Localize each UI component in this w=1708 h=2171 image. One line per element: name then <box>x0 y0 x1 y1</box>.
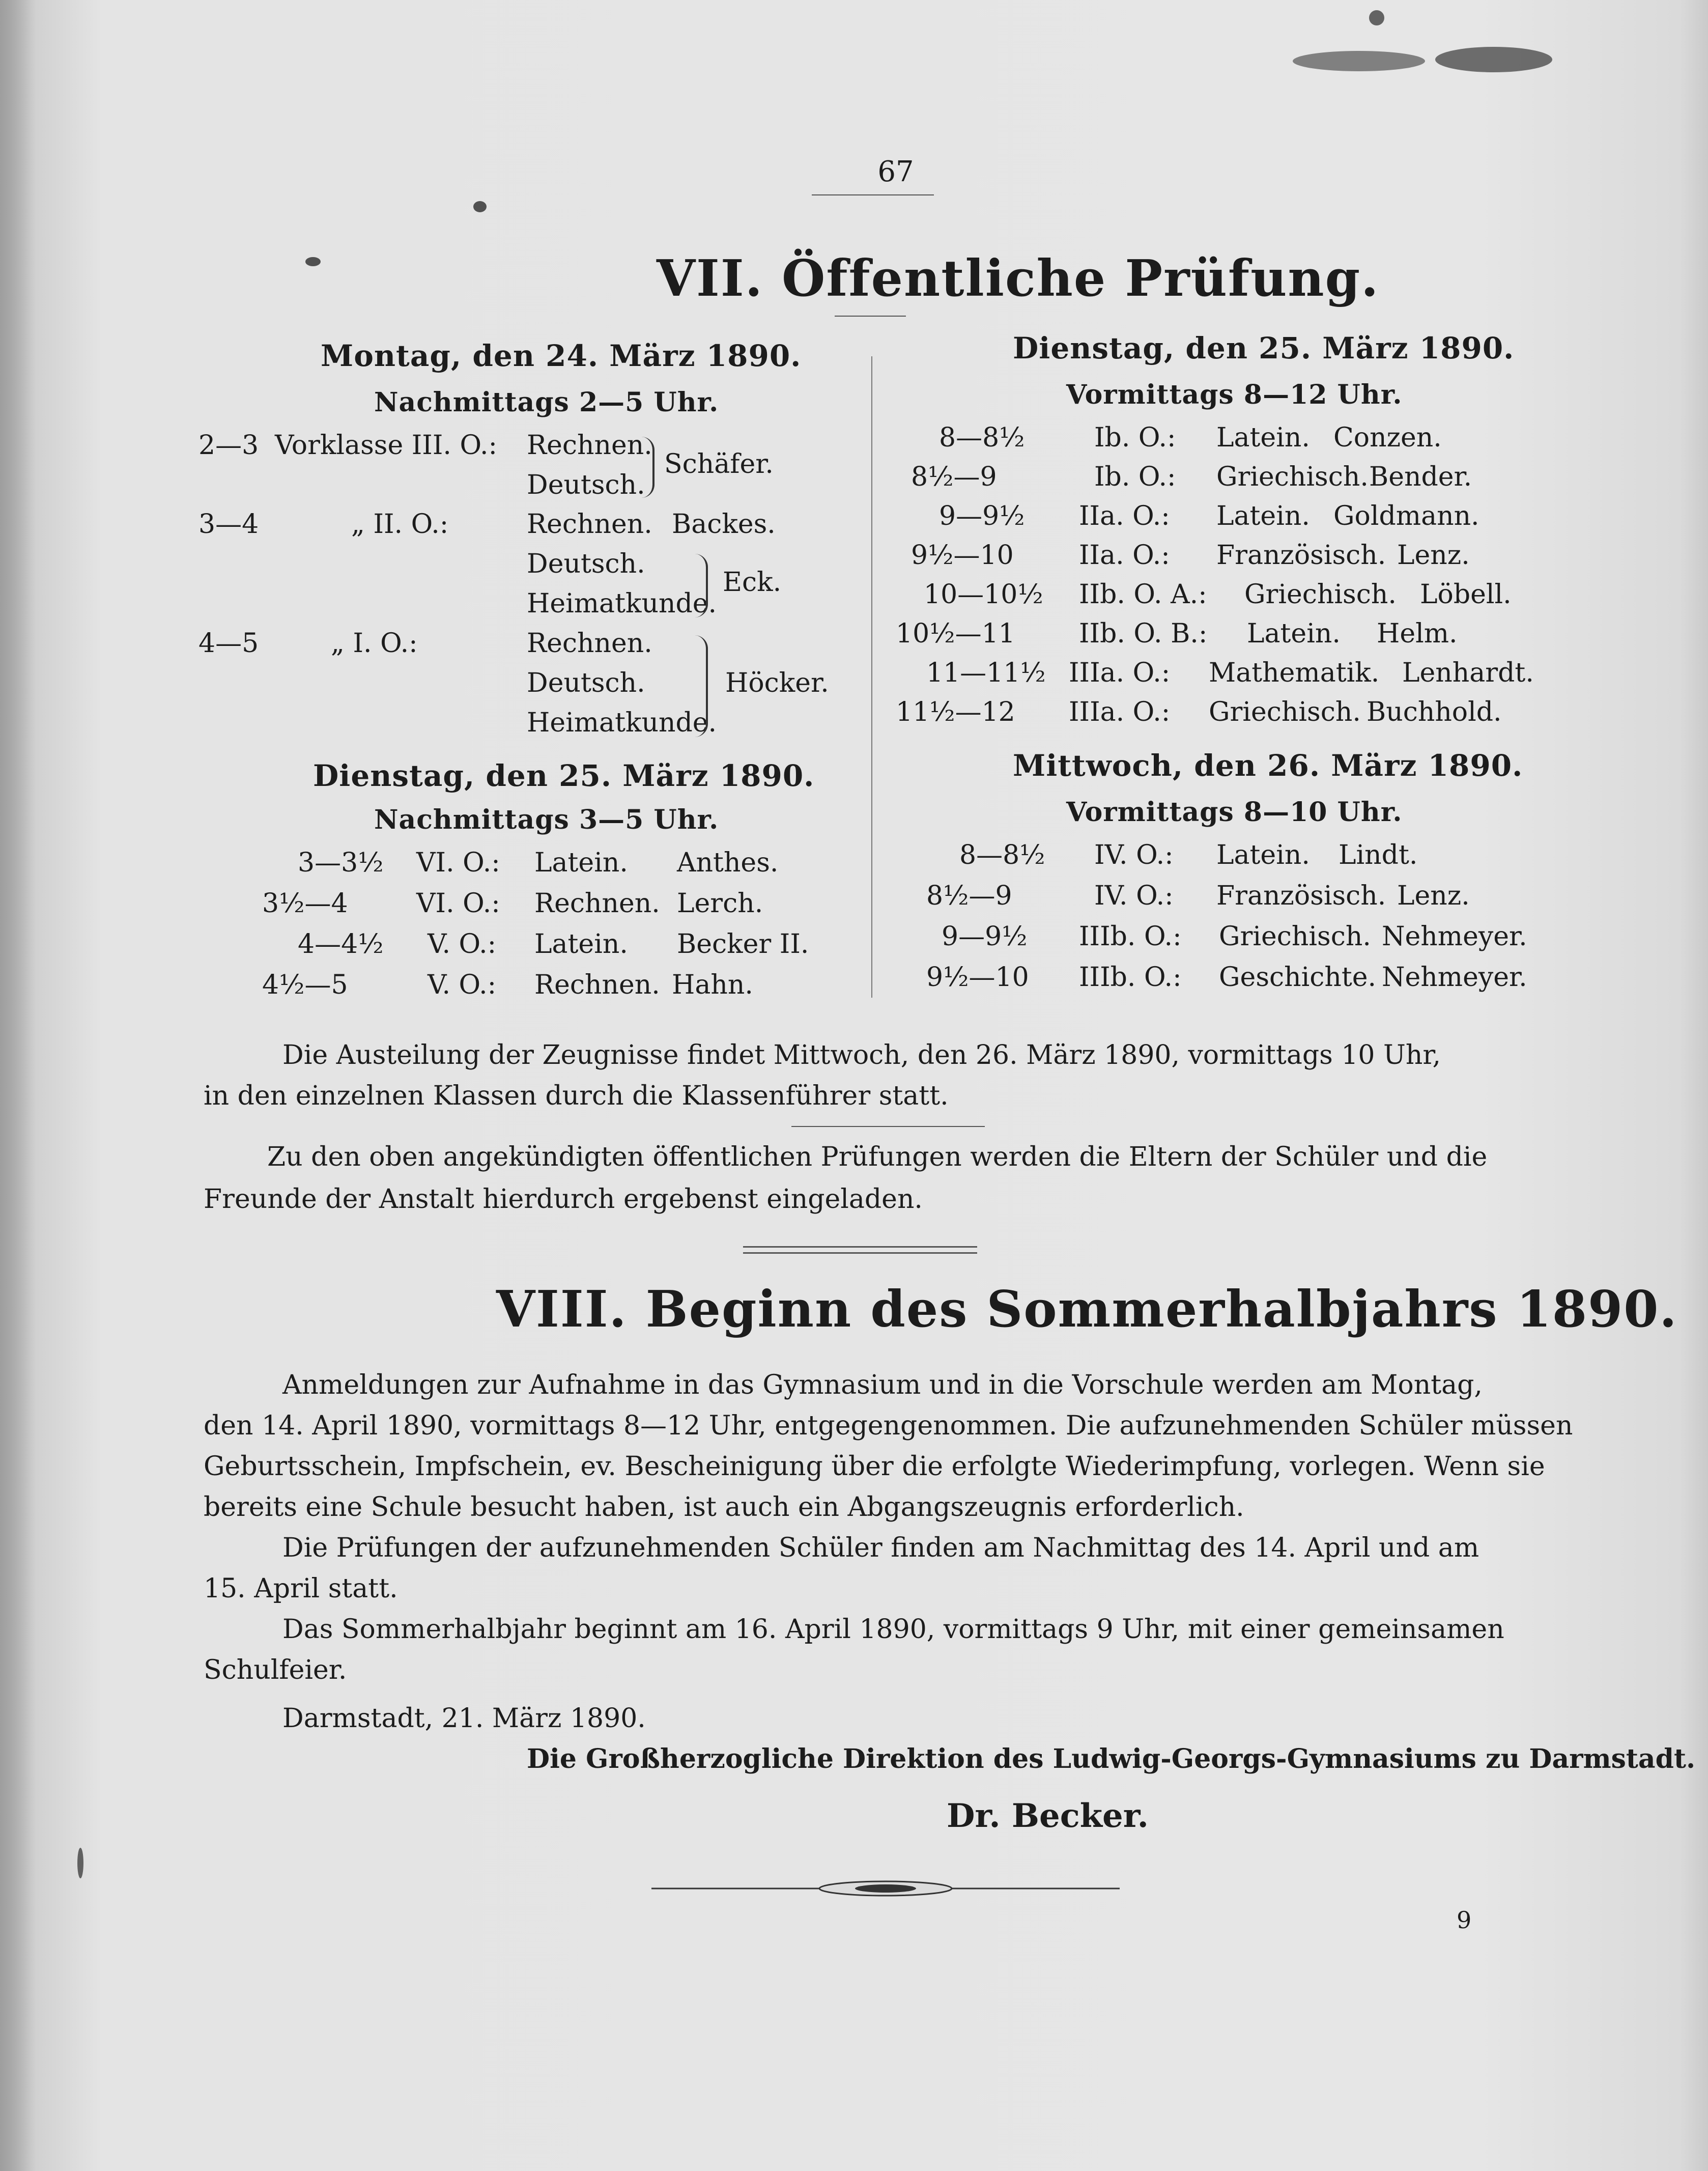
right-row-subject: Griechisch. <box>1244 579 1397 610</box>
section8-p2-line: Die Prüfungen der aufzunehmenden Schüler finden am Nachmittag des 14. April und am <box>282 1533 1479 1563</box>
left-row-teacher: Hahn. <box>672 970 753 1000</box>
left-row-subject: Rechnen. <box>527 509 652 540</box>
right-row-time: 9½—10 <box>926 962 1029 993</box>
left-day1-heading: Montag, den 24. März 1890. <box>321 339 802 373</box>
left-row-time: 3½—4 <box>262 888 348 919</box>
right-row-subject: Französisch. <box>1216 540 1386 571</box>
right-row-class: IIb. O. A.: <box>1079 579 1207 610</box>
left-row-teacher: Anthes. <box>677 848 779 878</box>
right-row-teacher: Nehmeyer. <box>1382 962 1527 993</box>
right-row-class: Ib. O.: <box>1094 422 1176 453</box>
right-row-teacher: Lindt. <box>1339 840 1418 870</box>
right-row-class: IV. O.: <box>1094 840 1174 870</box>
left-row-subject: Deutsch. <box>527 470 645 500</box>
right-row-class: IV. O.: <box>1094 881 1174 911</box>
section8-p3-line: Das Sommerhalbjahr beginnt am 16. April 1890, vormittags 9 Uhr, mit einer gemeinsamen <box>282 1614 1504 1645</box>
right-row-teacher: Lenhardt. <box>1402 658 1534 688</box>
right-row-time: 9—9½ <box>939 501 1025 531</box>
section-divider <box>743 1246 977 1248</box>
left-row-subject: Heimatkunde. <box>527 588 717 619</box>
signature-line: Die Großherzogliche Direktion des Ludwig-Georgs-Gymnasiums zu Darmstadt. <box>527 1743 1696 1774</box>
right-row-class: IIa. O.: <box>1079 540 1170 571</box>
right-day2-heading: Mittwoch, den 26. März 1890. <box>1013 748 1523 783</box>
right-day1-time: Vormittags 8—12 Uhr. <box>1066 379 1403 410</box>
left-row-time: 4—4½ <box>298 929 384 960</box>
right-row-subject: Mathematik. <box>1209 658 1380 688</box>
left-row-class: VI. O.: <box>416 848 500 878</box>
left-row-time: 2—3 <box>198 430 259 461</box>
left-row-subject: Latein. <box>534 848 628 878</box>
note1-line2: in den einzelnen Klassen durch die Klassenführer statt. <box>204 1081 949 1111</box>
section8-p1-line: den 14. April 1890, vormittags 8—12 Uhr, entgegengenommen. Die aufzunehmenden Schüler müssen <box>204 1411 1573 1441</box>
left-row-subject: Deutsch. <box>527 668 645 698</box>
notes-divider <box>791 1126 985 1127</box>
left-row-time: 4—5 <box>198 628 259 659</box>
right-row-teacher: Lenz. <box>1397 540 1470 571</box>
section8-p1-line: bereits eine Schule besucht haben, ist auch ein Abgangszeugnis erforderlich. <box>204 1492 1244 1522</box>
left-day1-time: Nachmittags 2—5 Uhr. <box>374 387 719 418</box>
right-row-subject: Latein. <box>1216 840 1310 870</box>
right-row-time: 10½—11 <box>896 618 1015 649</box>
right-row-class: IIa. O.: <box>1079 501 1170 531</box>
place-date: Darmstadt, 21. März 1890. <box>282 1703 646 1734</box>
left-row-class: V. O.: <box>428 929 497 960</box>
title-underline <box>835 316 906 317</box>
left-row-teacher: Backes. <box>672 509 776 540</box>
right-row-teacher: Löbell. <box>1420 579 1512 610</box>
right-row-subject: Griechisch. <box>1219 921 1371 952</box>
right-row-teacher: Nehmeyer. <box>1382 921 1527 952</box>
right-row-teacher: Bender. <box>1369 462 1472 492</box>
right-row-teacher: Helm. <box>1377 618 1458 649</box>
ink-stain <box>1435 47 1552 72</box>
right-row-class: IIb. O. B.: <box>1079 618 1208 649</box>
page-edge-shadow <box>0 0 36 2171</box>
sheet-mark: 9 <box>1457 1906 1472 1934</box>
left-row-subject: Deutsch. <box>527 549 645 579</box>
left-row-teacher: Becker II. <box>677 929 809 960</box>
right-row-time: 9½—10 <box>911 540 1014 571</box>
right-row-subject: Griechisch. <box>1209 697 1361 727</box>
section-divider <box>743 1252 977 1254</box>
page-number: 67 <box>877 155 914 188</box>
brace <box>695 635 708 737</box>
left-row-class: „ II. O.: <box>351 509 449 540</box>
page-number-rule <box>812 194 934 195</box>
right-row-teacher: Conzen. <box>1333 422 1442 453</box>
section8-p3-line: Schulfeier. <box>204 1655 347 1685</box>
right-day2-time: Vormittags 8—10 Uhr. <box>1066 797 1403 828</box>
right-row-subject: Latein. <box>1216 422 1310 453</box>
right-row-subject: Französisch. <box>1216 881 1386 911</box>
brace-teacher: Eck. <box>723 567 782 598</box>
right-row-class: IIIb. O.: <box>1079 921 1182 952</box>
left-day2-heading: Dienstag, den 25. März 1890. <box>313 758 815 793</box>
brace <box>695 554 708 617</box>
brace-teacher: Schäfer. <box>664 449 774 480</box>
right-row-class: IIIa. O.: <box>1069 697 1171 727</box>
right-row-subject: Latein. <box>1247 618 1341 649</box>
left-row-teacher: Lerch. <box>677 888 763 919</box>
ornament-divider <box>651 1878 1120 1899</box>
left-row-subject: Latein. <box>534 929 628 960</box>
right-row-class: IIIb. O.: <box>1079 962 1182 993</box>
left-row-subject: Rechnen. <box>534 970 660 1000</box>
column-divider <box>871 356 872 998</box>
right-row-time: 8—8½ <box>959 840 1045 870</box>
note1-line1: Die Austeilung der Zeugnisse findet Mittwoch, den 26. März 1890, vormittags 10 Uhr, <box>282 1040 1441 1070</box>
brace-teacher: Höcker. <box>725 668 829 698</box>
right-row-teacher: Goldmann. <box>1333 501 1479 531</box>
section8-title: VIII. Beginn des Sommerhalbjahrs 1890. <box>496 1280 1678 1339</box>
left-row-time: 3—3½ <box>298 848 384 878</box>
left-row-time: 4½—5 <box>262 970 348 1000</box>
left-row-time: 3—4 <box>198 509 259 540</box>
ink-stain <box>77 1848 83 1878</box>
right-row-subject: Griechisch. <box>1216 462 1369 492</box>
left-row-subject: Rechnen. <box>534 888 660 919</box>
right-row-time: 10—10½ <box>924 579 1043 610</box>
right-row-teacher: Buchhold. <box>1367 697 1502 727</box>
right-row-time: 11½—12 <box>896 697 1015 727</box>
left-row-subject: Rechnen. <box>527 430 652 461</box>
right-row-teacher: Lenz. <box>1397 881 1470 911</box>
left-row-class: VI. O.: <box>416 888 500 919</box>
right-row-time: 9—9½ <box>942 921 1028 952</box>
right-row-time: 8½—9 <box>911 462 997 492</box>
ink-stain <box>1293 51 1425 71</box>
note2-line2: Freunde der Anstalt hierdurch ergebenst eingeladen. <box>204 1184 923 1215</box>
left-row-class: V. O.: <box>428 970 497 1000</box>
left-day2-time: Nachmittags 3—5 Uhr. <box>374 804 719 835</box>
section8-p1-line: Geburtsschein, Impfschein, ev. Bescheinigung über die erfolgte Wiederimpfung, vorlegen. Wenn sie <box>204 1451 1545 1482</box>
left-row-subject: Heimatkunde. <box>527 708 717 738</box>
section8-p2-line: 15. April statt. <box>204 1573 398 1604</box>
right-row-class: IIIa. O.: <box>1069 658 1171 688</box>
section8-p1-line: Anmeldungen zur Aufnahme in das Gymnasium und in die Vorschule werden am Montag, <box>282 1370 1483 1400</box>
right-day1-heading: Dienstag, den 25. März 1890. <box>1013 331 1515 365</box>
section7-title: VII. Öffentliche Prüfung. <box>657 249 1380 308</box>
right-row-subject: Latein. <box>1216 501 1310 531</box>
left-row-class: „ I. O.: <box>331 628 418 659</box>
ink-stain <box>1369 10 1384 25</box>
left-row-class: Vorklasse III. O.: <box>275 430 498 461</box>
right-row-time: 11—11½ <box>926 658 1046 688</box>
right-row-subject: Geschichte. <box>1219 962 1377 993</box>
signature-name: Dr. Becker. <box>947 1797 1149 1835</box>
right-row-class: Ib. O.: <box>1094 462 1176 492</box>
ink-stain <box>473 201 487 212</box>
right-row-time: 8½—9 <box>926 881 1012 911</box>
note2-line1: Zu den oben angekündigten öffentlichen Prüfungen werden die Eltern der Schüler und die <box>267 1142 1488 1172</box>
right-row-time: 8—8½ <box>939 422 1025 453</box>
left-row-subject: Rechnen. <box>527 628 652 659</box>
ink-stain <box>305 257 321 266</box>
brace <box>641 437 654 498</box>
